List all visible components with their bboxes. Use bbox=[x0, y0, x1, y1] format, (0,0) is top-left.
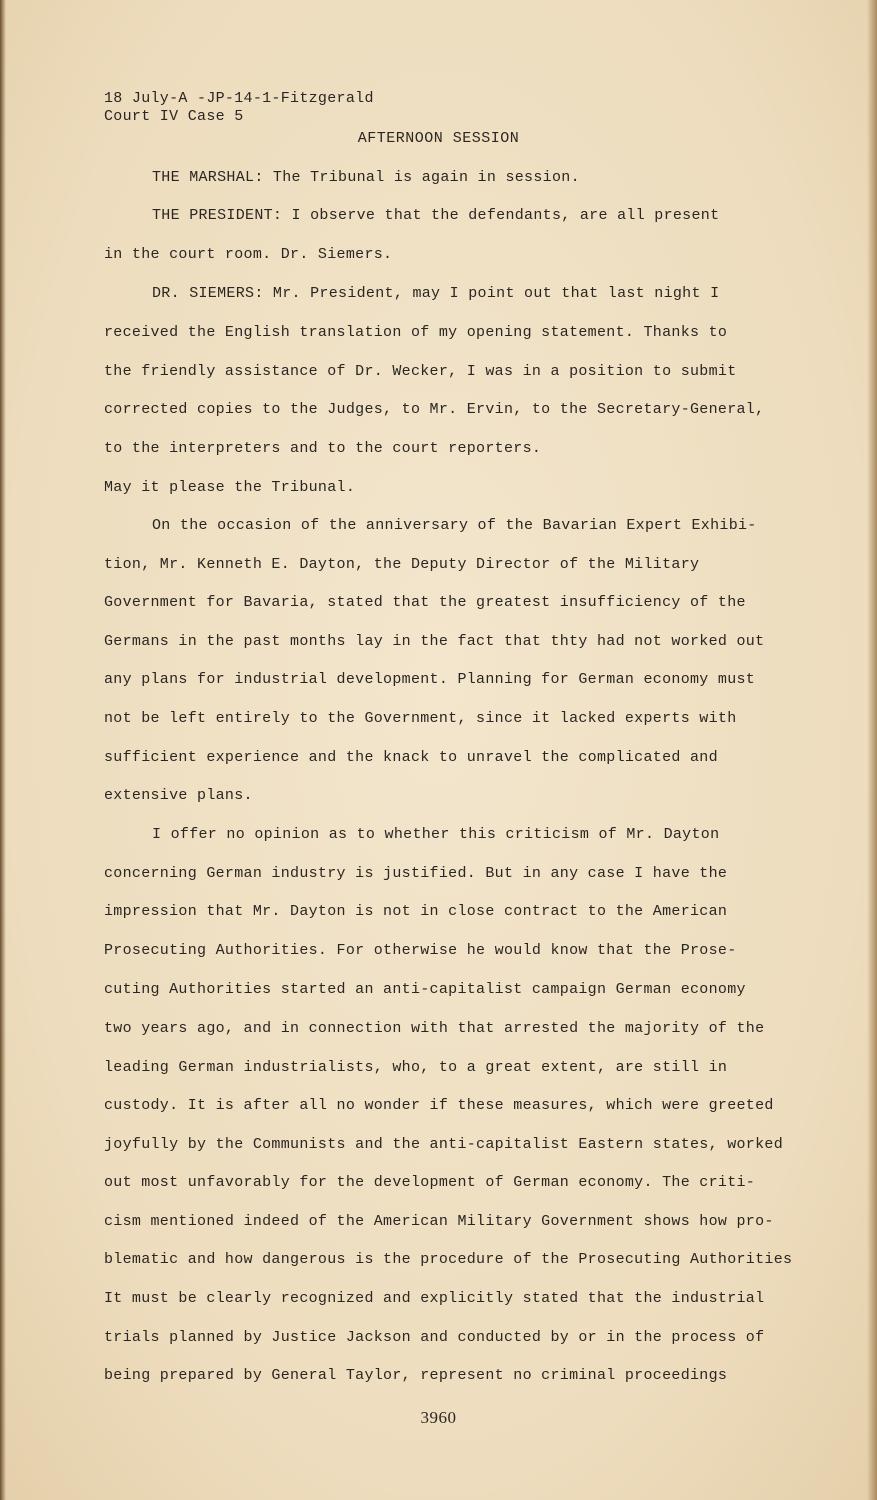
text-line: Government for Bavaria, stated that the greatest insufficiency of the bbox=[104, 594, 746, 611]
text-line: extensive plans. bbox=[104, 787, 253, 804]
text-line: joyfully by the Communists and the anti-capitalist Eastern states, worked bbox=[104, 1136, 784, 1153]
text-line: May it please the Tribunal. bbox=[104, 479, 356, 496]
text-line: corrected copies to the Judges, to Mr. Ervin, to the Secretary-General, bbox=[104, 401, 765, 418]
header-line-1: 18 July-A -JP-14-1-Fitzgerald bbox=[104, 90, 374, 107]
text-line: trials planned by Justice Jackson and conducted by or in the process of bbox=[104, 1329, 765, 1346]
text-line: out most unfavorably for the development of German economy. The criti- bbox=[104, 1174, 756, 1191]
text-line: blematic and how dangerous is the procedure of the Prosecuting Authorities bbox=[104, 1251, 793, 1268]
header-line-2: Court IV Case 5 bbox=[104, 108, 244, 125]
text-line: cism mentioned indeed of the American Military Government shows how pro- bbox=[104, 1213, 774, 1230]
text-line: any plans for industrial development. Planning for German economy must bbox=[104, 671, 756, 688]
text-line: received the English translation of my opening statement. Thanks to bbox=[104, 324, 728, 341]
text-line: leading German industrialists, who, to a great extent, are still in bbox=[104, 1059, 728, 1076]
text-line: Prosecuting Authorities. For otherwise he would know that the Prose- bbox=[104, 942, 737, 959]
text-line: On the occasion of the anniversary of the Bavarian Expert Exhibi- bbox=[152, 517, 757, 534]
text-line: the friendly assistance of Dr. Wecker, I was in a position to submit bbox=[104, 363, 737, 380]
text-line: sufficient experience and the knack to unravel the complicated and bbox=[104, 749, 718, 766]
text-line: cuting Authorities started an anti-capitalist campaign German economy bbox=[104, 981, 746, 998]
text-line: impression that Mr. Dayton is not in close contract to the American bbox=[104, 903, 728, 920]
text-line: It must be clearly recognized and explicitly stated that the industrial bbox=[104, 1290, 765, 1307]
text-line: DR. SIEMERS: Mr. President, may I point out that last night I bbox=[152, 285, 720, 302]
text-line: custody. It is after all no wonder if these measures, which were greeted bbox=[104, 1097, 774, 1114]
text-line: THE MARSHAL: The Tribunal is again in session. bbox=[152, 169, 580, 186]
text-line: Germans in the past months lay in the fact that thty had not worked out bbox=[104, 633, 765, 650]
page-number: 3960 bbox=[420, 1408, 457, 1427]
text-line: not be left entirely to the Government, since it lacked experts with bbox=[104, 710, 737, 727]
text-line: tion, Mr. Kenneth E. Dayton, the Deputy Director of the Military bbox=[104, 556, 700, 573]
text-line: I offer no opinion as to whether this criticism of Mr. Dayton bbox=[152, 826, 720, 843]
text-line: two years ago, and in connection with that arrested the majority of the bbox=[104, 1020, 765, 1037]
text-line: being prepared by General Taylor, represent no criminal proceedings bbox=[104, 1367, 728, 1384]
session-title: AFTERNOON SESSION bbox=[357, 130, 520, 147]
page-edge-right bbox=[867, 0, 877, 1500]
text-line: concerning German industry is justified. But in any case I have the bbox=[104, 865, 728, 882]
text-line: THE PRESIDENT: I observe that the defendants, are all present bbox=[152, 207, 720, 224]
text-line: in the court room. Dr. Siemers. bbox=[104, 246, 393, 263]
page-edge-left bbox=[0, 0, 6, 1500]
text-line: to the interpreters and to the court reporters. bbox=[104, 440, 542, 457]
